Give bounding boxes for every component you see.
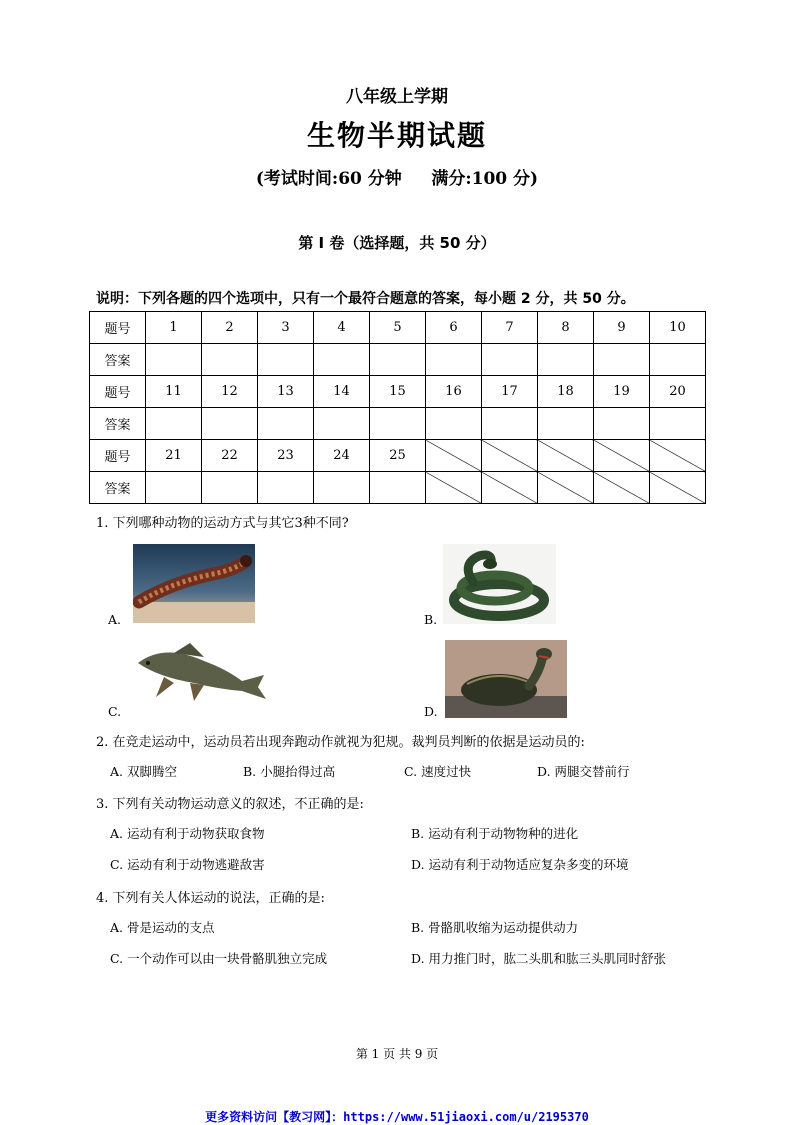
answer-cell[interactable] bbox=[538, 408, 594, 440]
question-2-option-b[interactable]: B. 小腿抬得过高 bbox=[243, 764, 336, 779]
number-cell: 19 bbox=[594, 376, 650, 408]
snake-image bbox=[443, 544, 556, 624]
section-heading: 第 I 卷（选择题，共 50 分） bbox=[298, 234, 496, 252]
option-b-label: B. bbox=[424, 612, 438, 627]
number-cell: 5 bbox=[370, 312, 426, 344]
number-cell: 8 bbox=[538, 312, 594, 344]
number-cell: 16 bbox=[426, 376, 482, 408]
answer-cell[interactable] bbox=[538, 344, 594, 376]
crossed-cell bbox=[594, 440, 650, 472]
answer-cell[interactable] bbox=[258, 408, 314, 440]
table-row bbox=[90, 408, 706, 440]
question-3-option-c[interactable]: C. 运动有利于动物逃避敌害 bbox=[110, 857, 265, 872]
answer-cell[interactable] bbox=[146, 408, 202, 440]
number-cell: 4 bbox=[314, 312, 370, 344]
option-d-label: D. bbox=[424, 704, 438, 719]
number-cell: 7 bbox=[482, 312, 538, 344]
answer-cell[interactable] bbox=[482, 408, 538, 440]
number-cell: 6 bbox=[426, 312, 482, 344]
question-4-option-a[interactable]: A. 骨是运动的支点 bbox=[110, 920, 215, 935]
question-4-option-c[interactable]: C. 一个动作可以由一块骨骼肌独立完成 bbox=[110, 951, 328, 966]
question-3-option-a[interactable]: A. 运动有利于动物获取食物 bbox=[110, 826, 265, 841]
row-label: 答案 bbox=[90, 344, 146, 376]
answer-cell[interactable] bbox=[258, 472, 314, 504]
answer-cell[interactable] bbox=[202, 472, 258, 504]
number-cell: 11 bbox=[146, 376, 202, 408]
number-cell: 24 bbox=[314, 440, 370, 472]
answer-cell[interactable] bbox=[314, 344, 370, 376]
number-cell: 10 bbox=[650, 312, 706, 344]
crossed-cell bbox=[650, 472, 706, 504]
crossed-cell bbox=[482, 440, 538, 472]
row-label: 题号 bbox=[90, 376, 146, 408]
crossed-cell bbox=[538, 472, 594, 504]
option-c-label: C. bbox=[108, 704, 122, 719]
answer-cell[interactable] bbox=[202, 344, 258, 376]
table-row bbox=[90, 312, 706, 344]
crossed-cell bbox=[650, 440, 706, 472]
table-row bbox=[90, 440, 706, 472]
number-cell: 23 bbox=[258, 440, 314, 472]
question-1-stem: 1. 下列哪种动物的运动方式与其它3种不同? bbox=[96, 516, 349, 531]
question-4-stem: 4. 下列有关人体运动的说法，正确的是: bbox=[96, 891, 325, 906]
number-cell: 1 bbox=[146, 312, 202, 344]
answer-cell[interactable] bbox=[426, 408, 482, 440]
exam-title: 生物半期试题 bbox=[306, 119, 487, 152]
answer-cell[interactable] bbox=[314, 472, 370, 504]
answer-cell[interactable] bbox=[370, 408, 426, 440]
answer-cell[interactable] bbox=[482, 344, 538, 376]
question-2-option-a[interactable]: A. 双脚腾空 bbox=[110, 764, 177, 779]
turtle-image bbox=[445, 640, 567, 718]
question-4-option-d[interactable]: D. 用力推门时，肱二头肌和肱三头肌同时舒张 bbox=[411, 951, 667, 966]
answer-cell[interactable] bbox=[202, 408, 258, 440]
answer-cell[interactable] bbox=[650, 408, 706, 440]
row-label: 答案 bbox=[90, 408, 146, 440]
millipede-image bbox=[133, 544, 255, 623]
answer-cell[interactable] bbox=[146, 472, 202, 504]
question-3-option-b[interactable]: B. 运动有利于动物物种的进化 bbox=[411, 826, 579, 841]
table-row bbox=[90, 344, 706, 376]
number-cell: 21 bbox=[146, 440, 202, 472]
answer-cell[interactable] bbox=[650, 344, 706, 376]
carp-image bbox=[134, 639, 268, 705]
answer-cell[interactable] bbox=[370, 344, 426, 376]
answer-cell[interactable] bbox=[314, 408, 370, 440]
number-cell: 22 bbox=[202, 440, 258, 472]
number-cell: 2 bbox=[202, 312, 258, 344]
question-3-stem: 3. 下列有关动物运动意义的叙述，不正确的是: bbox=[96, 797, 364, 812]
answer-cell[interactable] bbox=[370, 472, 426, 504]
crossed-cell bbox=[482, 472, 538, 504]
answer-cell[interactable] bbox=[258, 344, 314, 376]
crossed-cell bbox=[426, 440, 482, 472]
page-number: 第 1 页 共 9 页 bbox=[355, 1047, 439, 1061]
row-label: 答案 bbox=[90, 472, 146, 504]
number-cell: 20 bbox=[650, 376, 706, 408]
number-cell: 14 bbox=[314, 376, 370, 408]
answer-cell[interactable] bbox=[146, 344, 202, 376]
answer-cell[interactable] bbox=[594, 344, 650, 376]
number-cell: 25 bbox=[370, 440, 426, 472]
crossed-cell bbox=[594, 472, 650, 504]
row-label: 题号 bbox=[90, 440, 146, 472]
answer-cell[interactable] bbox=[594, 408, 650, 440]
exam-grade: 八年级上学期 bbox=[346, 87, 448, 107]
answer-table bbox=[89, 311, 706, 504]
number-cell: 18 bbox=[538, 376, 594, 408]
number-cell: 3 bbox=[258, 312, 314, 344]
exam-subtitle: (考试时间:60 分钟 满分:100 分) bbox=[255, 169, 539, 189]
number-cell: 9 bbox=[594, 312, 650, 344]
crossed-cell bbox=[426, 472, 482, 504]
option-a-label: A. bbox=[108, 612, 122, 627]
question-3-option-d[interactable]: D. 运动有利于动物适应复杂多变的环境 bbox=[411, 857, 629, 872]
table-row bbox=[90, 376, 706, 408]
resource-link[interactable]: 更多资料访问【教习网】：https://www.51jiaoxi.com/u/2195370 bbox=[205, 1110, 589, 1124]
number-cell: 13 bbox=[258, 376, 314, 408]
question-2-option-d[interactable]: D. 两腿交替前行 bbox=[537, 764, 630, 779]
number-cell: 12 bbox=[202, 376, 258, 408]
number-cell: 15 bbox=[370, 376, 426, 408]
crossed-cell bbox=[538, 440, 594, 472]
answer-cell[interactable] bbox=[426, 344, 482, 376]
question-2-option-c[interactable]: C. 速度过快 bbox=[404, 764, 472, 779]
row-label: 题号 bbox=[90, 312, 146, 344]
question-4-option-b[interactable]: B. 骨骼肌收缩为运动提供动力 bbox=[411, 920, 579, 935]
number-cell: 17 bbox=[482, 376, 538, 408]
question-2-stem: 2. 在竞走运动中，运动员若出现奔跑动作就视为犯规。裁判员判断的依据是运动员的: bbox=[96, 735, 585, 750]
table-row bbox=[90, 472, 706, 504]
instructions: 说明：下列各题的四个选项中，只有一个最符合题意的答案，每小题 2 分，共 50 分。 bbox=[96, 291, 635, 307]
